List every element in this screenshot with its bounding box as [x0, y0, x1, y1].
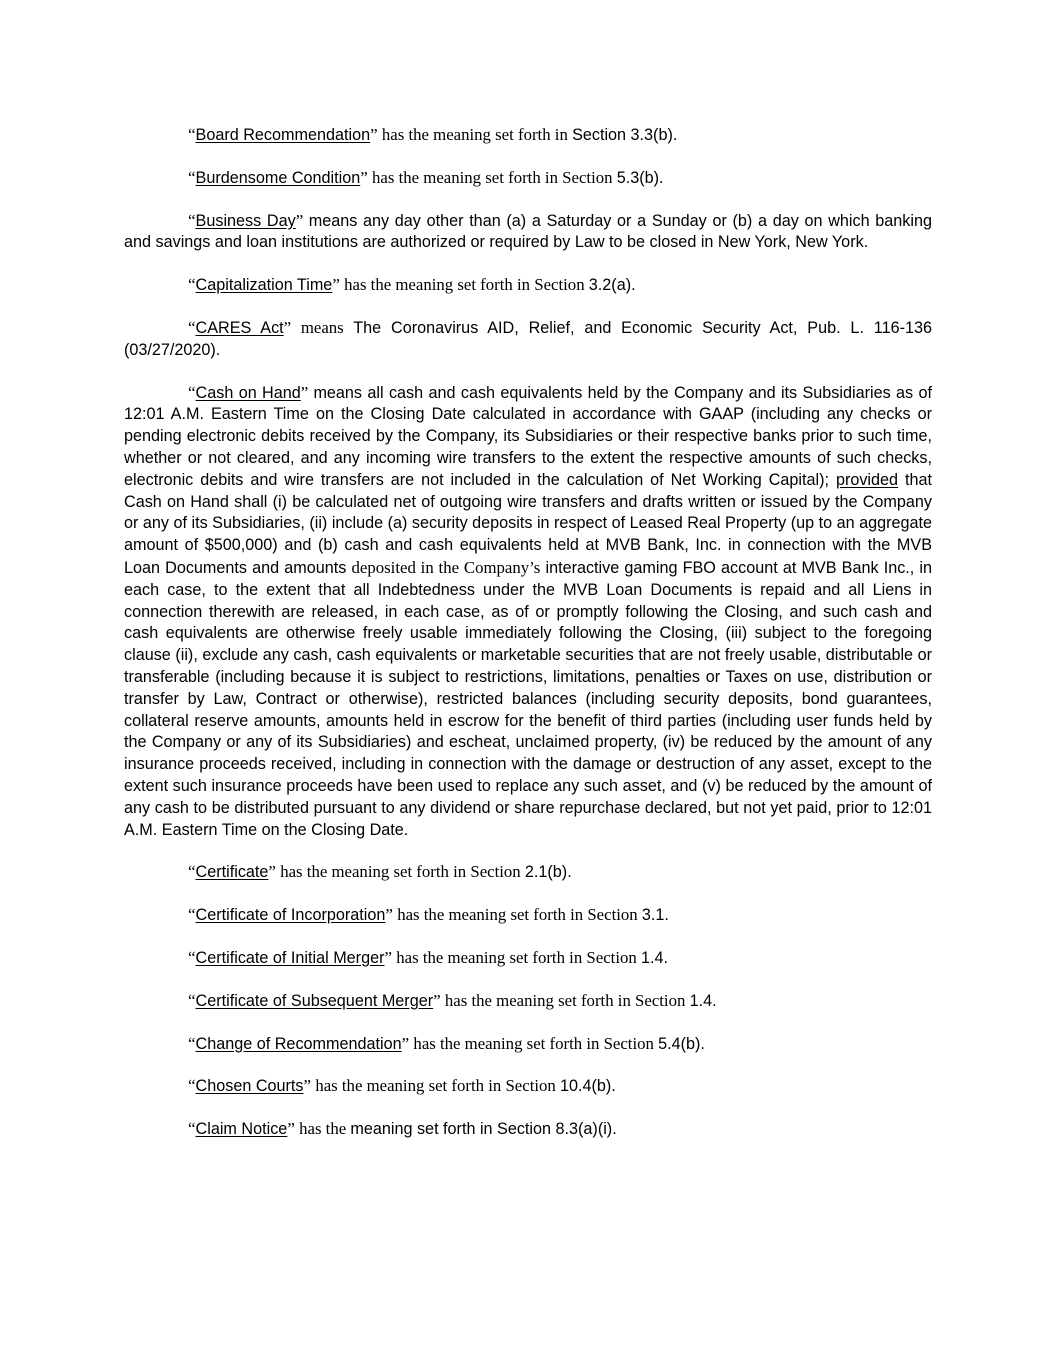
defined-term: Certificate of Subsequent Merger — [195, 991, 434, 1010]
definition-business-day: “Business Day” means any day other than (a) a Saturday or a Sunday or (b) a day on which banking and savings and loan institutions are authorized or required by Law to be closed in New York, New York. — [124, 210, 933, 252]
defined-term: Burdensome Condition — [195, 168, 361, 187]
definition-text: 5.3(b). — [616, 168, 664, 187]
document-page — [124, 124, 932, 1161]
defined-term: Certificate of Incorporation — [195, 906, 386, 925]
definition-lead: has the meaning set forth in Section — [397, 905, 642, 925]
definition-text: means any day other than (a) a Saturday or a Sunday or (b) a day on which banking and savings and loan institutions are authorized or required by Law to be closed in New York, New York. — [124, 211, 933, 252]
definition-text: 3.2(a). — [588, 276, 636, 295]
definition-burdensome-condition: “Burdensome Condition” has the meaning set forth in Section 5.3(b). — [188, 167, 664, 187]
defined-term: Claim Notice — [195, 1120, 288, 1139]
definition-text: 5.4(b). — [658, 1034, 705, 1053]
definition-board-recommendation: “Board Recommendation” has the meaning set forth in Section 3.3(b). — [188, 125, 678, 144]
definition-lead: has the meaning set forth in — [381, 125, 573, 144]
definition-text: 10.4(b). — [560, 1077, 616, 1096]
defined-term: CARES Act — [195, 318, 284, 337]
definition-lead: has the meaning set forth in Section — [413, 1033, 659, 1053]
definition-cash-on-hand: “Cash on Hand” means all cash and cash equivalents held by the Company and its Subsidiaries as of 12:01 A.M. Eastern Time on the Closing Date calculated in accordance with GAAP (including any checks or pending electronic debits received by the Company, its Subsidiaries or their respective banks prior to such time, whether or not cleared, and any incoming wire transfers to the extent the respective amounts of such checks, electronic debits and wire transfers are not included in the calculation of Net Working Capital); provided that Cash on Hand shall (i) be calculated net of outgoing wire transfers and drafts written or issued by the Company or any of its Subsidiaries, (ii) include (a) security deposits in respect of Leased Real Property (up to an aggregate amount of $500,000) and (b) cash and cash equivalents held at MVB Bank, Inc. in connection with the MVB Loan Documents and amounts deposited in the Company’s interactive gaming FBO account at MVB Bank Inc., in each case, to the extent that all Indebtedness under the MVB Loan Documents is repaid and all Liens in connection therewith are released, in each case, as of or promptly following the Closing, and such cash and cash equivalents are otherwise freely usable immediately following the Closing, (iii) subject to the foregoing clause (ii), exclude any cash, cash equivalents or marketable securities that are not freely usable, distributable or transferable (including because it is subject to restrictions, limitations, penalties or Taxes on use, distribution or transfer by Law, Contract or otherwise), restricted balances (including security deposits, bond guarantees, collateral reserve amounts, amounts held in escrow for the benefit of third parties (including user funds held by the Company or any of its Subsidiaries) and escheat, unclaimed property, (iv) be reduced by the amount of any insurance proceeds received, including in connection with the damage or destruction of any asset, except to the extent such insurance proceeds have been used to replace any such asset, and (v) be reduced by the amount of any cash to be distributed pursuant to any dividend or share repurchase declared, but not yet paid, prior to 12:01 A.M. Eastern Time on the Closing Date. — [124, 382, 933, 839]
definition-lead: has the meaning set forth in Section — [444, 990, 690, 1010]
definition-text: The Coronavirus AID, Relief, and Economic Security Act, Pub. L. 116-136 (03/27/2020). — [124, 318, 932, 359]
definition-text: that Cash on Hand shall (i) be calculated net of outgoing wire transfers and drafts written or issued by the Company or any of its Subsidiaries, (ii) include (a) security deposits in respect of Leased Real Property (up to an aggregate amount of $500,000) and (b) cash and cash equivalents held at MVB Bank, Inc. in connection with the MVB Loan Documents and amounts — [124, 470, 932, 577]
definition-claim-notice: “Claim Notice” has the meaning set forth in Section 8.3(a)(i). — [188, 1119, 617, 1139]
definition-text: 3.1. — [641, 906, 669, 925]
definition-text: 1.4. — [689, 991, 717, 1010]
definition-lead: means — [300, 317, 354, 337]
definition-certificate-of-initial-merger: “Certificate of Initial Merger” has the meaning set forth in Section 1.4. — [188, 947, 668, 967]
definition-lead: has the meaning set forth in Section — [315, 1076, 561, 1096]
defined-term: Cash on Hand — [195, 383, 301, 402]
definition-chosen-courts: “Chosen Courts” has the meaning set forth in Section 10.4(b). — [188, 1076, 616, 1096]
defined-term: Change of Recommendation — [195, 1034, 402, 1053]
defined-term: Certificate of Initial Merger — [195, 948, 385, 967]
definition-certificate-of-incorporation: “Certificate of Incorporation” has the meaning set forth in Section 3.1. — [188, 905, 669, 925]
definition-change-of-recommendation: “Change of Recommendation” has the meaning set forth in Section 5.4(b). — [188, 1033, 705, 1053]
definition-cares-act: “CARES Act” means The Coronavirus AID, Relief, and Economic Security Act, Pub. L. 116-136 (03/27/2020). — [124, 317, 932, 359]
definition-text: meaning set forth in Section 8.3(a)(i). — [350, 1120, 617, 1139]
definition-lead: has the — [299, 1119, 351, 1139]
definition-capitalization-time: “Capitalization Time” has the meaning set forth in Section 3.2(a). — [188, 275, 636, 295]
definition-text: 2.1(b). — [524, 863, 572, 882]
definition-text: interactive gaming FBO account at MVB Bank Inc., in each case, to the extent that all Indebtedness under the MVB Loan Documents is repaid and all Liens in connection therewith are released, in each case, as of or promptly following the Closing, and such cash and cash equivalents are otherwise freely usable immediately following the Closing, (iii) subject to the foregoing clause (ii), exclude any cash, cash equivalents or marketable securities that are not freely usable, distributable or transferable (including because it is subject to restrictions, limitations, penalties or Taxes on use, distribution or transfer by Law, Contract or otherwise), restricted balances (including security deposits, bond guarantees, collateral reserve amounts, amounts held in escrow for the benefit of third parties (including user funds held by the Company or any of its Subsidiaries) and escheat, unclaimed property, (iv) be reduced by the amount of any insurance proceeds received, including in connection with the damage or destruction of any asset, except to the extent such insurance proceeds have been used to replace any such asset, and (v) be reduced by the amount of any cash to be distributed pursuant to any dividend or share repurchase declared, but not yet paid, prior to 12:01 A.M. Eastern Time on the Closing Date. — [124, 558, 933, 839]
provided-term: provided — [835, 470, 899, 489]
definition-lead: has the meaning set forth in Section — [372, 167, 617, 187]
definition-lead: has the meaning set forth in Section — [280, 862, 525, 882]
definition-certificate: “Certificate” has the meaning set forth in Section 2.1(b). — [188, 862, 572, 882]
defined-term: Chosen Courts — [195, 1077, 304, 1096]
defined-term: Business Day — [195, 211, 296, 230]
definition-text: Section 3.3(b). — [572, 126, 678, 144]
definition-certificate-of-subsequent-merger: “Certificate of Subsequent Merger” has the meaning set forth in Section 1.4. — [188, 990, 717, 1010]
definition-text: means all cash and cash equivalents held by the Company and its Subsidiaries as of 12:01 A.M. Eastern Time on the Closing Date calculated in accordance with GAAP (including any checks or pending electronic debits received by the Company, its Subsidiaries or their respective banks prior to such time, whether or not cleared, and any incoming wire transfers to the extent the respective amounts of such checks, electronic debits and wire transfers are not included in the calculation of Net Working Capital); — [124, 383, 932, 489]
defined-term: Capitalization Time — [195, 276, 333, 295]
definition-serif-text: deposited in the Company’s — [351, 557, 541, 577]
definition-lead: has the meaning set forth in Section — [344, 275, 589, 295]
definition-text: 1.4. — [640, 948, 668, 967]
definition-lead: has the meaning set forth in Section — [396, 947, 641, 967]
defined-term: Certificate — [195, 863, 269, 882]
defined-term: Board Recommendation — [195, 126, 371, 144]
